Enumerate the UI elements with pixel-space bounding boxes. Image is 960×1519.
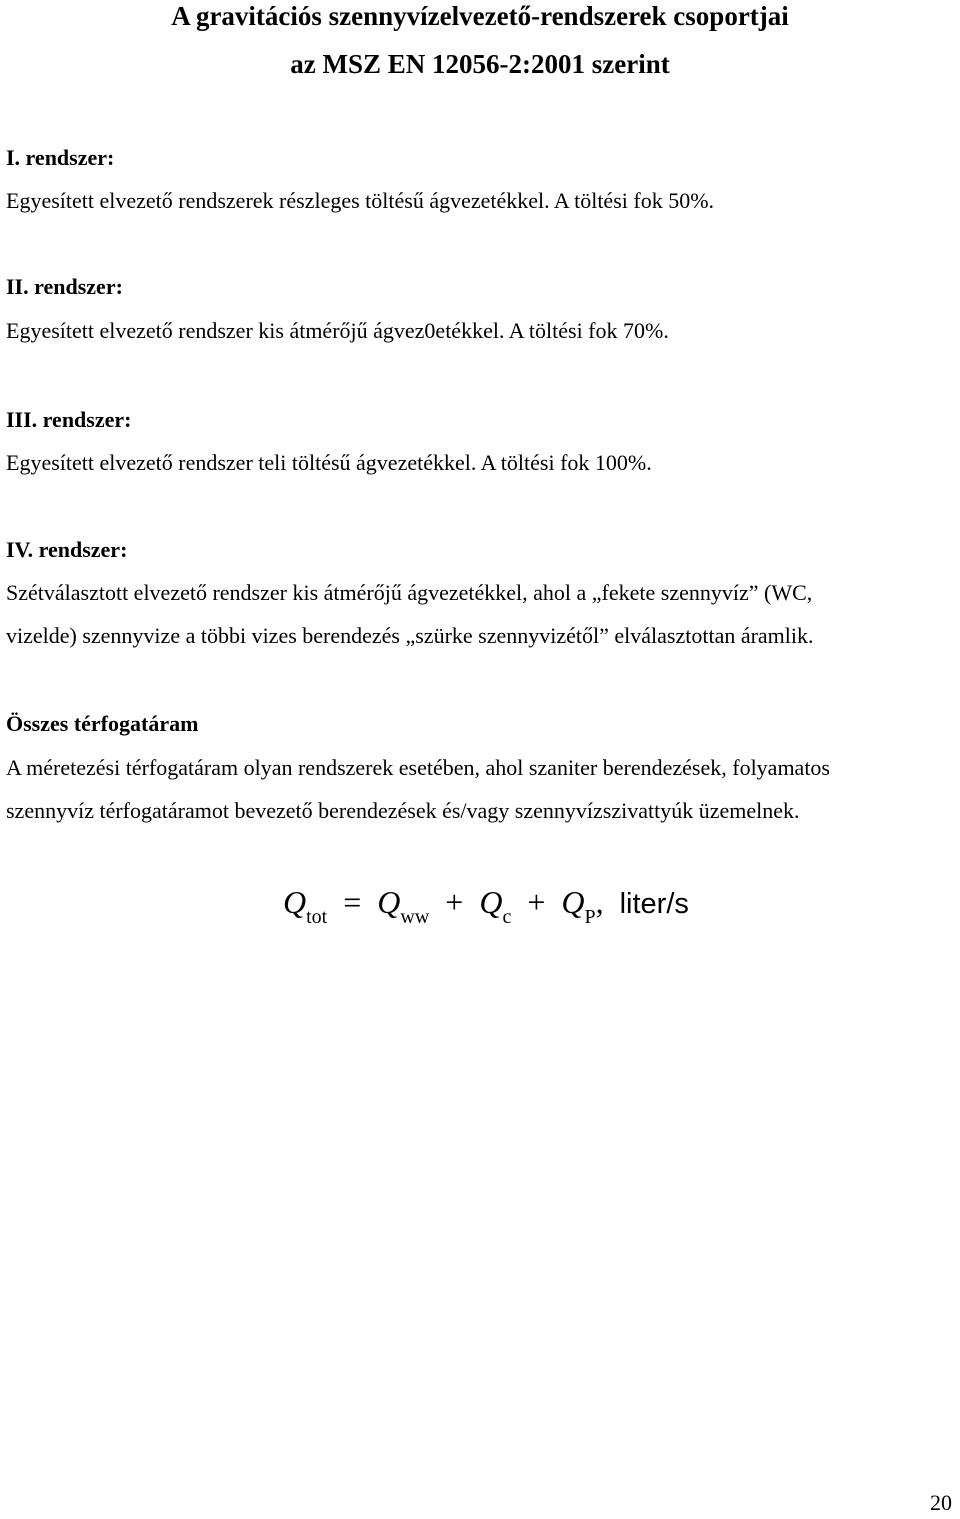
section-text-total-flow-line-2: szennyvíz térfogatáramot bevezető berendezések és/vagy szennyvízszivattyúk üzemelnek. <box>6 798 800 823</box>
section-heading-system-3: III. rendszer: <box>6 407 132 432</box>
formula-subscript-ww: ww <box>400 906 430 928</box>
formula-plus-2: + <box>527 884 546 920</box>
formula-subscript-p: P <box>584 906 596 928</box>
document-title-line-2: az MSZ EN 12056-2:2001 szerint <box>290 49 670 79</box>
section-text-system-1: Egyesített elvezető rendszerek részleges töltésű ágvezetékkel. A töltési fok 50%. <box>6 188 715 213</box>
formula-unit: liter/s <box>619 888 689 920</box>
formula-q-total: Q <box>283 884 307 920</box>
section-text-system-3: Egyesített elvezető rendszer teli töltésű ágvezetékkel. A töltési fok 100%. <box>6 450 652 475</box>
section-heading-system-1: I. rendszer: <box>6 145 115 170</box>
section-heading-total-flow: Összes térfogatáram <box>6 711 199 736</box>
flow-rate-formula <box>283 884 689 932</box>
section-text-system-4-line-1: Szétválasztott elvezető rendszer kis átmérőjű ágvezetékkel, ahol a „fekete szennyvíz” (WC, <box>6 580 813 605</box>
formula-subscript-tot: tot <box>306 906 328 928</box>
formula-q-c: Q <box>479 884 503 920</box>
formula-subscript-c: c <box>502 906 512 928</box>
formula-q-p: Q <box>561 884 585 920</box>
formula-q-ww: Q <box>377 884 401 920</box>
page-number: 20 <box>930 1490 952 1515</box>
formula-equals: = <box>343 884 362 920</box>
section-text-system-2: Egyesített elvezető rendszer kis átmérőjű ágvez0etékkel. A töltési fok 70%. <box>6 318 669 343</box>
document-title-line-1: A gravitációs szennyvízelvezető-rendszerek csoportjai <box>171 1 789 31</box>
formula-plus-1: + <box>445 884 464 920</box>
section-text-system-4-line-2: vizelde) szennyvize a többi vizes berendezés „szürke szennyvizétől” elválasztottan áramlik. <box>6 623 814 648</box>
formula-comma: , <box>595 884 604 920</box>
section-heading-system-4: IV. rendszer: <box>6 537 128 562</box>
section-heading-system-2: II. rendszer: <box>6 274 123 299</box>
section-text-total-flow-line-1: A méretezési térfogatáram olyan rendszerek esetében, ahol szaniter berendezések, folyamatos <box>6 755 830 780</box>
